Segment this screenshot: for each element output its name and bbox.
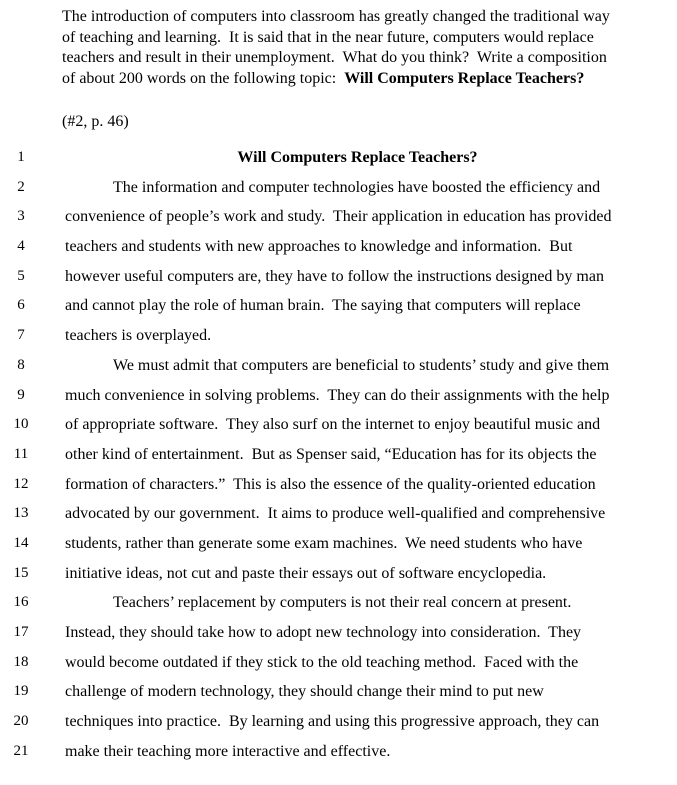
- essay-line-text: and cannot play the role of human brain. The saying that computers will replace: [65, 297, 581, 315]
- essay-line-text: The information and computer technologies have boosted the efficiency and: [113, 178, 601, 196]
- line-number: 17: [13, 624, 29, 640]
- prompt-paragraph: [62, 7, 662, 89]
- essay-line-row: [0, 499, 677, 529]
- line-number: 8: [17, 356, 25, 373]
- prompt-line: [62, 28, 662, 49]
- essay-line-text: advocated by our government. It aims to produce well-qualified and comprehensive: [65, 505, 606, 523]
- essay-line-text: teachers is overplayed.: [65, 327, 212, 345]
- essay-line-row: [0, 173, 677, 203]
- essay-body: [0, 143, 677, 766]
- prompt-line-text: of about 200 words on the following topic:: [62, 69, 345, 87]
- essay-line-text: other kind of entertainment. But as Spenser said, “Education has for its objects the: [65, 445, 597, 463]
- line-number: 18: [13, 653, 29, 670]
- essay-line-text: initiative ideas, not cut and paste their essays out of software encyclopedia.: [65, 564, 547, 582]
- essay-line-text: Teachers’ replacement by computers is not their real concern at present.: [113, 594, 572, 612]
- essay-line-row: [0, 707, 677, 737]
- prompt-line-text: The introduction of computers into classroom has greatly changed the traditional way: [62, 8, 610, 25]
- line-number: 2: [17, 178, 25, 195]
- essay-line-row: [0, 262, 677, 292]
- line-number: 21: [13, 742, 29, 759]
- line-number: 14: [13, 534, 29, 551]
- line-number: 3: [17, 208, 25, 225]
- essay-line-text: however useful computers are, they have to follow the instructions designed by man: [65, 267, 604, 285]
- essay-line-text: challenge of modern technology, they should change their mind to put new: [65, 683, 544, 701]
- line-number: 4: [17, 238, 25, 255]
- essay-line-text: Instead, they should take how to adopt new technology into consideration. They: [65, 624, 582, 641]
- line-number: 1: [17, 149, 25, 165]
- line-number: 11: [13, 445, 29, 462]
- line-number: 16: [13, 594, 29, 611]
- line-number: 5: [17, 267, 25, 284]
- essay-line-text: Will Computers Replace Teachers?: [237, 149, 478, 166]
- line-number: 10: [13, 416, 29, 433]
- prompt-line: [62, 7, 662, 28]
- essay-line-row: [0, 618, 677, 648]
- essay-line-row: [0, 677, 677, 707]
- essay-line-row: [0, 351, 677, 381]
- prompt-line-text: teachers and result in their unemployment. What do you think? Write a composition: [62, 49, 607, 66]
- prompt-line: [62, 69, 662, 90]
- essay-line-row: [0, 588, 677, 618]
- line-number: 6: [17, 297, 25, 314]
- essay-line-text: of appropriate software. They also surf on the internet to enjoy beautiful music and: [65, 416, 601, 434]
- prompt-line-text: of teaching and learning. It is said that in the near future, computers would replace: [62, 28, 594, 46]
- line-number: 7: [17, 327, 25, 344]
- essay-line-row: [0, 202, 677, 232]
- reference-label: (#2, p. 46): [62, 113, 129, 130]
- essay-line-text: convenience of people’s work and study. Their application in education has provided: [65, 208, 612, 226]
- essay-line-text: students, rather than generate some exam machines. We need students who have: [65, 534, 583, 552]
- line-number: 13: [13, 505, 29, 522]
- essay-line-row: [0, 648, 677, 678]
- prompt-line: [62, 48, 662, 69]
- essay-line-row: [0, 529, 677, 559]
- essay-line-text: We must admit that computers are beneficial to students’ study and give them: [113, 356, 610, 374]
- essay-line-text: teachers and students with new approaches to knowledge and information. But: [65, 238, 573, 256]
- essay-line-row: [0, 232, 677, 262]
- essay-line-text: make their teaching more interactive and effective.: [65, 742, 391, 760]
- essay-line-row: [0, 321, 677, 351]
- essay-line-row: [0, 440, 677, 470]
- essay-line-text: much convenience in solving problems. They can do their assignments with the help: [65, 386, 610, 404]
- essay-line-row: [0, 737, 677, 767]
- essay-line-row: [0, 410, 677, 440]
- essay-line-row: [0, 291, 677, 321]
- essay-line-row: [0, 143, 677, 173]
- line-number: 15: [13, 564, 29, 581]
- essay-line-row: [0, 470, 677, 500]
- line-number: 9: [17, 386, 25, 403]
- essay-line-text: formation of characters.” This is also the essence of the quality-oriented education: [65, 475, 596, 493]
- line-number: 19: [13, 683, 29, 700]
- line-number: 20: [13, 713, 29, 730]
- prompt-topic-bold: Will Computers Replace Teachers?: [344, 69, 585, 87]
- essay-line-text: techniques into practice. By learning and using this progressive approach, they can: [65, 713, 600, 731]
- essay-line-row: [0, 381, 677, 411]
- essay-line-row: [0, 559, 677, 589]
- line-number: 12: [13, 475, 29, 492]
- essay-line-text: would become outdated if they stick to the old teaching method. Faced with the: [65, 653, 579, 671]
